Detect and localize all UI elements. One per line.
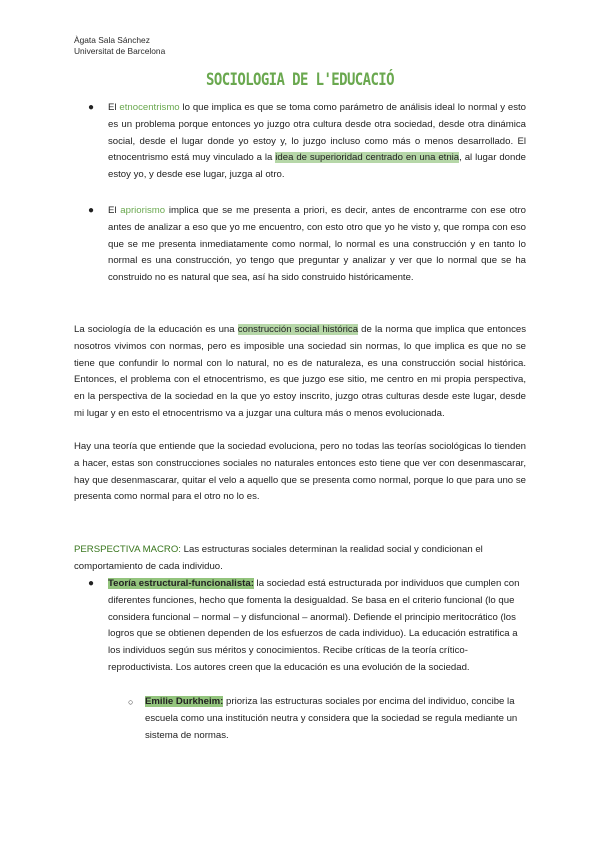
text-span: El [108,205,121,216]
bullet-marker: ● [88,102,95,113]
university-name: Universitat de Barcelona [74,46,166,56]
section-perspectiva-macro [74,542,526,576]
text-span: de la norma que implica que entonces nosotros vivimos con normas, pero es imposible una sociedad sin normas, lo que implica es que no se tiene que confundir lo normal con lo natural, no es de naturaleza, es una construcción social histórica. Entonces, el problema con el etnocentrismo, es que juzgo ese sitio, me centro en mi propia perspectiva, en la perspectiva de la sociedad en la que yo estoy inscrito, juzgo otras culturas desde este lugar, desde mi lugar y en esto el etnocentrismo va a juzgar una cultura más o menos evolucionada. [74,324,526,419]
text-span: implica que se me presenta a priori, es decir, antes de encontrarme con ese otro antes de analizar a eso que yo me encuentro, con esto otro que yo he visto y, que rompa con eso que se me presenta inmediatamente como normal, lo normal es una construcción y en tanto lo normal es una construcción, yo tengo que preguntar y analizar y ver que lo normal que se ha construido no es natural que sea, así ha sido construido históricamente. [108,205,526,284]
highlighted-text: construcción social histórica [237,324,359,335]
text-span: La sociología de la educación es una [74,324,238,335]
section-label: PERSPECTIVA MACRO: [74,544,181,555]
author-name: Àgata Sala Sánchez [74,35,150,45]
list-item-apriorismo [108,203,526,287]
page-title: SOCIOLOGIA DE L'EDUCACIÓ [206,70,394,90]
paragraph-teoria-evolucion: Hay una teoría que entiende que la sociedad evoluciona, pero no todas las teorías sociológicas lo tienden a hacer, estas son construcciones sociales no naturales entonces esto tiene que ver con desenmascarar, hay que desenmascarar, quitar el velo a aquello que se presenta como normal, porque lo que para uno se presenta como normal para el otro no lo es. [74,441,526,503]
text-span: Las estructuras sociales determinan la realidad social y condicionan el comportamiento de cada individuo. [74,544,483,572]
sub-bullet-marker: ○ [128,697,134,707]
author-label: Emilie Durkheim: [145,696,224,707]
document-header [74,35,165,57]
paragraph-sociologia [74,322,526,423]
theory-label: Teoría estructural-funcionalista: [108,578,254,589]
text-span: prioriza las estructuras sociales por encima del individuo, concibe la escuela como una institución neutra y considera que la sociedad se regula mediante un sistema de normas. [145,696,518,741]
highlighted-text: idea de superioridad centrado en una etnia [275,152,460,164]
term-etnocentrismo: etnocentrismo [119,102,180,113]
list-item-etnocentrismo [108,100,526,184]
text-span: la sociedad está estructurada por individuos que cumplen con diferentes funciones, hecho que fomenta la desigualdad. Se basa en el criterio funcional (lo que considera funcional – normal – y disfuncional – anormal). Defiende el principio meritocrático (los logros que se obtienen dependen de los esfuerzos de cada individuo). La educación estratifica a los individuos según sus méritos y conocimientos. Recibe críticas de la teoría crítico-reproductivista. Los autores creen que la educación es una evolución de la sociedad. [108,578,520,673]
text-span: El [108,102,120,113]
text-span: , al lugar donde estoy yo, y desde ese lugar, juzga al otro. [108,152,526,181]
bullet-marker: ● [88,578,95,589]
text-span: lo que implica es que se toma como parámetro de análisis ideal lo normal y esto es un problema porque entonces yo juzgo otra cultura desde otra sociedad, desde otra dinámica social, desde el lugar donde yo estoy y, lo juzgo incluso como más o menos desarrollado. El etnocentrismo está muy vinculado a la [108,102,526,164]
list-item-estructural-funcionalista [108,576,526,677]
list-item-durkheim [145,694,526,744]
term-apriorismo: apriorismo [120,205,166,216]
bullet-marker: ● [88,205,95,216]
